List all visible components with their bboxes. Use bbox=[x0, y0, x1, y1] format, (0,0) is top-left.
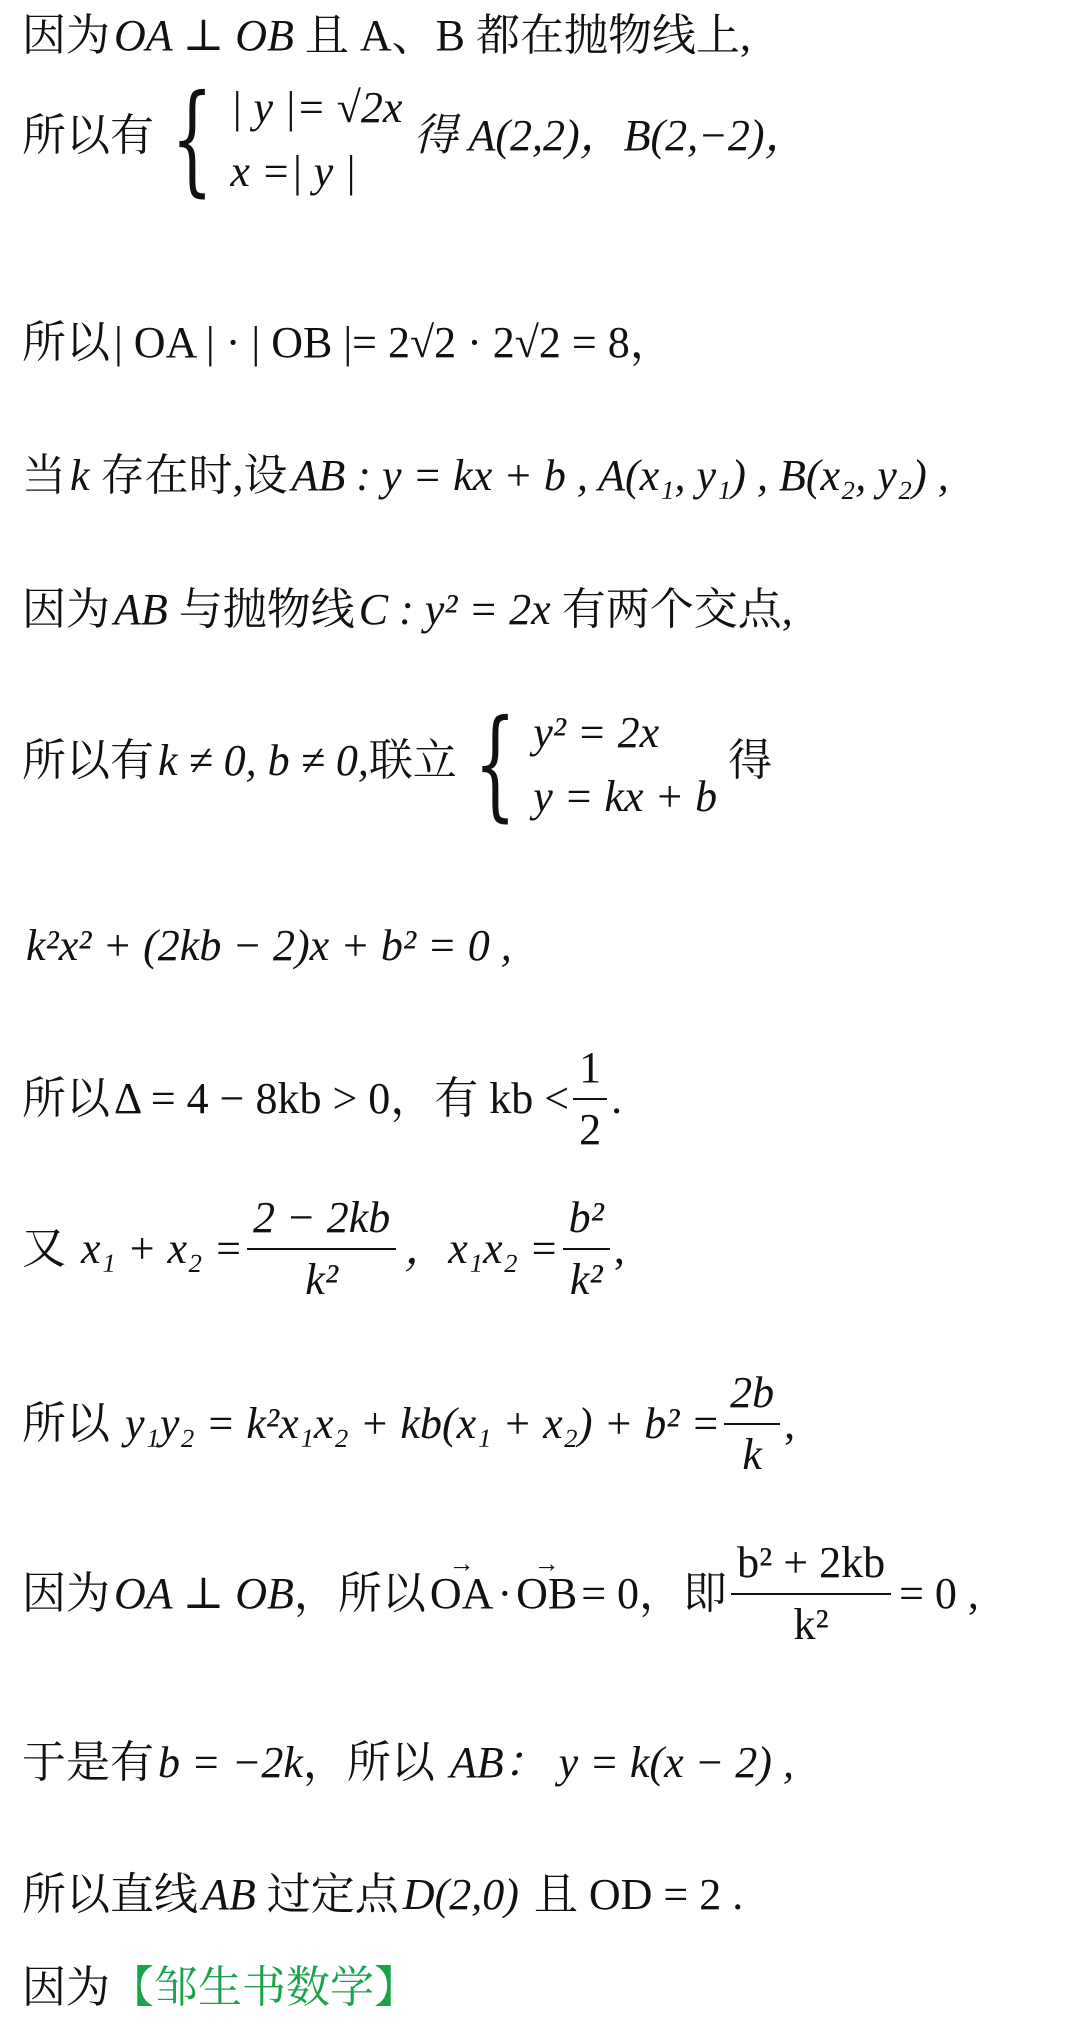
text: 因为 bbox=[22, 585, 110, 634]
text: 因为 bbox=[22, 11, 110, 60]
vector: → OA bbox=[430, 1566, 494, 1622]
math: OA ⊥ OB bbox=[114, 11, 294, 60]
equation-system bbox=[154, 70, 403, 209]
brace-icon: { bbox=[474, 695, 517, 834]
system-row: | y |= √2x bbox=[230, 83, 403, 132]
math: k bbox=[70, 451, 90, 500]
fraction bbox=[573, 1040, 607, 1158]
fraction bbox=[724, 1365, 780, 1483]
denominator: k² bbox=[793, 1600, 829, 1649]
system-row: y² = 2x bbox=[533, 708, 660, 757]
text: 当 bbox=[22, 451, 66, 500]
text: 得 bbox=[728, 736, 773, 786]
line-1 bbox=[22, 8, 1070, 64]
text: 于是有 bbox=[22, 1738, 154, 1787]
text: 过定点 bbox=[266, 1870, 399, 1919]
numerator: 2 − 2kb bbox=[247, 1190, 396, 1250]
math: AB bbox=[202, 1870, 256, 1919]
brace-icon: { bbox=[171, 70, 214, 209]
fraction bbox=[731, 1535, 891, 1653]
math: b = −2k bbox=[158, 1738, 303, 1787]
math: k ≠ 0, b ≠ 0, bbox=[158, 736, 369, 786]
line-10 bbox=[22, 1365, 1070, 1483]
line-14 bbox=[22, 1960, 1070, 2016]
text: 存在时,设 bbox=[100, 451, 288, 500]
math: ，x₁x₂ = bbox=[404, 1224, 559, 1273]
numerator: 1 bbox=[573, 1040, 607, 1100]
math: | OA | · | OB |= 2√2 · 2√2 = 8， bbox=[114, 318, 674, 367]
numerator: b² + 2kb bbox=[731, 1535, 891, 1595]
equation-system bbox=[457, 695, 718, 834]
math: Δ = 4 − 8kb > 0，有 kb < bbox=[114, 1074, 570, 1123]
denominator: k² bbox=[305, 1255, 339, 1304]
text: 因为 bbox=[22, 1569, 110, 1618]
math: C : y² = 2x bbox=[358, 585, 551, 634]
text: 有两个交点, bbox=[561, 585, 793, 634]
line-6 bbox=[22, 695, 1070, 834]
text: 又 bbox=[22, 1224, 66, 1273]
text: ，所以 bbox=[293, 1569, 426, 1618]
text: 所以有 bbox=[22, 736, 154, 786]
line-3 bbox=[22, 315, 1070, 371]
math: AB bbox=[114, 585, 168, 634]
fraction bbox=[247, 1190, 396, 1308]
fraction bbox=[563, 1190, 610, 1308]
text: 所以 bbox=[22, 1074, 110, 1123]
text: 因为 bbox=[22, 1963, 110, 2012]
text: , bbox=[784, 1399, 796, 1448]
text: . bbox=[611, 1074, 623, 1123]
text: ，所以 bbox=[302, 1738, 435, 1787]
text: 得 A(2,2)，B(2,−2)， bbox=[413, 111, 809, 161]
numerator: b² bbox=[563, 1190, 610, 1250]
text: 所以 bbox=[22, 1399, 110, 1448]
brand-link[interactable]: 【邹生书数学】 bbox=[110, 1962, 418, 2013]
line-7 bbox=[22, 918, 1070, 974]
text: 所以 bbox=[22, 318, 110, 367]
line-13 bbox=[22, 1867, 1070, 1923]
line-8 bbox=[22, 1040, 1070, 1158]
math: AB : y = kx + b , A(x₁, y₁) , B(x₂, y₂) , bbox=[291, 451, 949, 500]
line-12 bbox=[22, 1735, 1070, 1791]
text: 且 OD = 2 . bbox=[533, 1870, 744, 1919]
text: 与抛物线 bbox=[178, 585, 355, 634]
text: 联立 bbox=[368, 736, 457, 786]
numerator: 2b bbox=[724, 1365, 780, 1425]
math: OA ⊥ OB bbox=[114, 1569, 294, 1618]
system-row: y = kx + b bbox=[533, 772, 718, 821]
math: = 0 , bbox=[899, 1569, 979, 1618]
text: 所以直线 bbox=[22, 1870, 198, 1919]
denominator: 2 bbox=[579, 1105, 602, 1154]
denominator: k bbox=[742, 1430, 762, 1479]
math: = 0，即 bbox=[581, 1569, 728, 1618]
line-9 bbox=[22, 1190, 1070, 1308]
math: x₁ + x₂ = bbox=[81, 1224, 244, 1273]
system-row: x =| y | bbox=[230, 147, 357, 196]
math: k²x² + (2kb − 2)x + b² = 0 , bbox=[26, 921, 512, 970]
math: D(2,0) bbox=[402, 1870, 519, 1919]
math: y₁y₂ = k²x₁x₂ + kb(x₁ + x₂) + b² = bbox=[125, 1399, 721, 1448]
math: AB： y = k(x − 2) , bbox=[449, 1738, 794, 1787]
text: 所以有 bbox=[22, 111, 154, 161]
vector: → OB bbox=[516, 1566, 577, 1622]
denominator: k² bbox=[569, 1255, 603, 1304]
text: 且 A、B 都在抛物线上, bbox=[304, 11, 752, 60]
line-5 bbox=[22, 582, 1070, 638]
line-4 bbox=[22, 448, 1070, 504]
line-11: 因为 OA ⊥ OB ，所以 → OA · → OB = 0，即 $\frac{\text{b² + 2kb}}{\text{k²}}$ = 0 , bbox=[22, 1535, 1070, 1653]
text: , bbox=[613, 1224, 625, 1273]
line-2 bbox=[22, 70, 1070, 209]
